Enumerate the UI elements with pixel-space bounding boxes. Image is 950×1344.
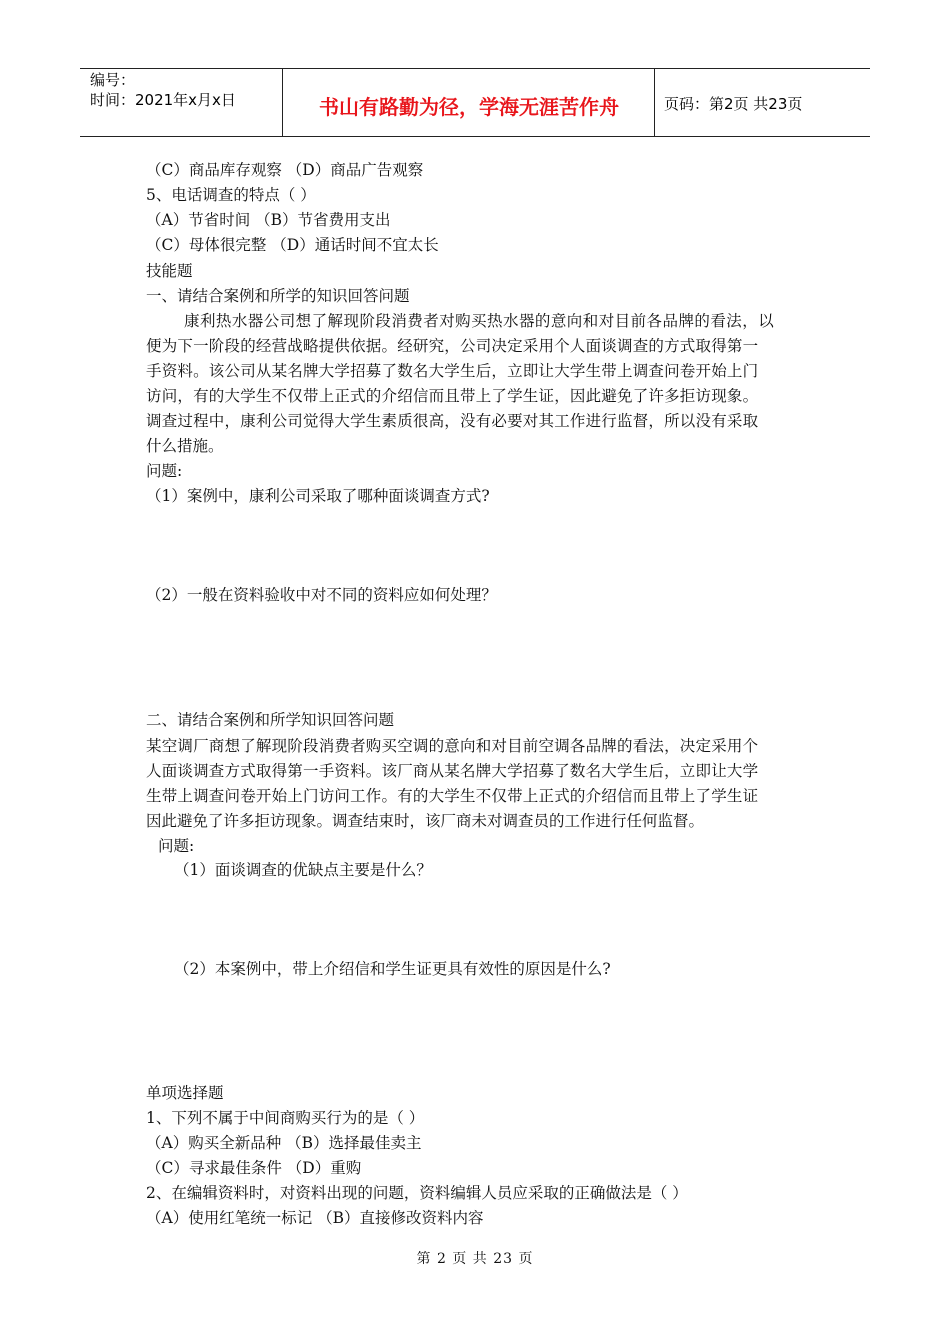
question-line: 5、电话调查的特点（ ）	[146, 186, 316, 204]
paragraph-line: 手资料。该公司从某名牌大学招募了数名大学生后，立即让大学生带上调查问卷开始上门	[146, 362, 759, 380]
paragraph-line: 因此避免了许多拒访现象。调查结束时，该厂商未对调查员的工作进行任何监督。	[146, 812, 705, 830]
number-label: 编号：	[90, 71, 136, 89]
section-heading: 技能题	[146, 262, 193, 280]
paragraph-line: 调查过程中，康利公司觉得大学生素质很高，没有必要对其工作进行监督，所以没有采取	[146, 412, 759, 430]
paragraph-line: 访问，有的大学生不仅带上正式的介绍信而且带上了学生证，因此避免了许多拒访现象。	[146, 387, 759, 405]
paragraph-line: 人面谈调查方式取得第一手资料。该厂商从某名牌大学招募了数名大学生后，立即让大学	[146, 762, 759, 780]
option-line: （C）母体很完整 （D）通话时间不宜太长	[146, 236, 439, 254]
question-line: （2）一般在资料验收中对不同的资料应如何处理？	[146, 586, 497, 604]
section-heading: 二、请结合案例和所学知识回答问题	[146, 711, 395, 729]
question-line: （1）面谈调查的优缺点主要是什么？	[174, 861, 432, 879]
header-page-label: 页码：第2页 共23页	[664, 95, 803, 113]
header-bottom-rule	[80, 136, 870, 137]
header-meta	[90, 70, 236, 110]
header-divider-2	[654, 68, 655, 136]
option-line: （A）购买全新品种 （B）选择最佳卖主	[146, 1134, 422, 1152]
paragraph-line: 便为下一阶段的经营战略提供依据。经研究，公司决定采用个人面谈调查的方式取得第一	[146, 337, 759, 355]
question-line: （1）案例中，康利公司采取了哪种面谈调查方式?	[146, 487, 490, 505]
section-heading: 一、请结合案例和所学的知识回答问题	[146, 287, 410, 305]
header-top-rule	[80, 68, 870, 69]
paragraph-line: 某空调厂商想了解现阶段消费者购买空调的意向和对目前空调各品牌的看法，决定采用个	[146, 737, 759, 755]
page-footer: 第 2 页 共 23 页	[416, 1251, 534, 1267]
option-line: （A）使用红笔统一标记 （B）直接修改资料内容	[146, 1209, 484, 1227]
time-label: 时间：2021年x月x日	[90, 91, 236, 109]
option-line: （C）商品库存观察 （D）商品广告观察	[146, 161, 424, 179]
question-label: 问题:	[146, 462, 183, 480]
question-line: 2、在编辑资料时，对资料出现的问题，资料编辑人员应采取的正确做法是（ ）	[146, 1184, 688, 1202]
paragraph-line: 康利热水器公司想了解现阶段消费者对购买热水器的意向和对目前各品牌的看法，以	[184, 312, 775, 330]
question-line: 1、下列不属于中间商购买行为的是（ ）	[146, 1109, 425, 1127]
paragraph-line: 什么措施。	[146, 437, 224, 455]
paragraph-line: 生带上调查问卷开始上门访问工作。有的大学生不仅带上正式的介绍信而且带上了学生证	[146, 787, 759, 805]
option-line: （A）节省时间 （B）节省费用支出	[146, 211, 391, 229]
question-line: （2）本案例中，带上介绍信和学生证更具有效性的原因是什么?	[174, 960, 611, 978]
question-label: 问题:	[158, 837, 195, 855]
section-heading: 单项选择题	[146, 1084, 224, 1102]
header-divider-1	[282, 68, 283, 136]
header-motto: 书山有路勤为径，学海无涯苦作舟	[319, 95, 619, 119]
option-line: （C）寻求最佳条件 （D）重购	[146, 1159, 362, 1177]
